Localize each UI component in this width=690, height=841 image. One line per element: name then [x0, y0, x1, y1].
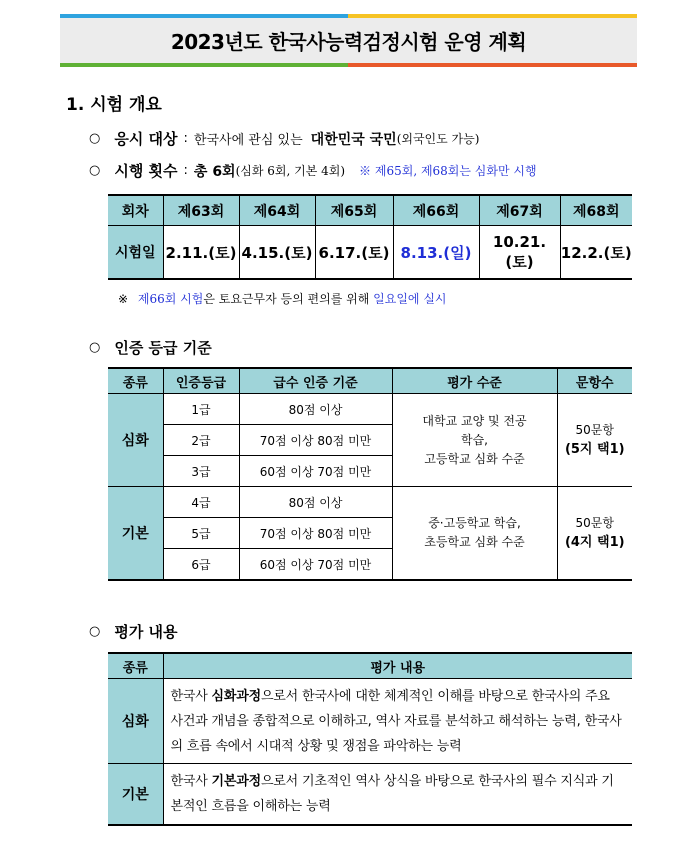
eligibility-label: 응시 대상 — [114, 130, 178, 148]
desc-post: 으로서 한국사에 대한 체계적인 이해를 바탕으로 한국사의 주요 사건과 개념을 종합적으로 이해하고, 역사 자료를 분석하고 해석하는 능력, 한국사의 흐름 속에서 시대적 상황 및 쟁점을 파악하는 능력 — [170, 688, 622, 754]
grade-criteria: 60점 이상 70점 미만 — [239, 456, 392, 487]
table-row — [108, 394, 632, 425]
bullet-eval-content — [89, 621, 178, 642]
grade-criteria: 80점 이상 — [239, 394, 392, 425]
table-row — [108, 764, 632, 826]
desc-pre: 한국사 — [170, 688, 212, 704]
title-bar-green — [60, 63, 349, 67]
session-name: 제66회 — [393, 195, 479, 226]
grade-header: 인증등급 — [163, 368, 239, 394]
frequency-paren: (심화 6회, 기본 4회) — [235, 164, 346, 178]
grade-header-row — [108, 368, 632, 394]
session-name: 제64회 — [239, 195, 315, 226]
bullet-frequency — [89, 160, 537, 181]
bullet-eligibility — [89, 128, 479, 149]
frequency-label: 시행 횟수 — [114, 162, 178, 180]
eligibility-note: (외국인도 가능) — [396, 132, 480, 146]
title-banner — [60, 14, 637, 67]
schedule-table — [108, 194, 632, 280]
content-header: 종류 — [108, 653, 163, 679]
grade-criteria: 60점 이상 70점 미만 — [239, 549, 392, 581]
bullet-circle-icon: ○ — [89, 624, 101, 639]
grade-question-count — [557, 394, 632, 487]
title-bar-orange — [348, 63, 637, 67]
grade-header: 문항수 — [557, 368, 632, 394]
footnote-mark: ※ — [118, 292, 129, 306]
footnote-blue-2: 일요일에 실시 — [373, 292, 447, 306]
session-date: 6.17.(토) — [315, 226, 393, 280]
desc-post: 으로서 기초적인 역사 상식을 바탕으로 한국사의 필수 지식과 기본적인 흐름을 이해하는 능력 — [170, 774, 614, 814]
content-description — [163, 679, 632, 764]
bullet-circle-icon: ○ — [89, 131, 101, 146]
eval-level-line: 대학교 교양 및 전공 — [422, 413, 527, 428]
eligibility-bold: 대한민국 국민 — [310, 131, 397, 148]
session-date-highlight: 8.13.(일) — [393, 226, 479, 280]
frequency-bold: 총 6회 — [193, 163, 236, 180]
desc-bold: 기본과정 — [211, 774, 261, 789]
schedule-row-header: 회차 — [108, 195, 163, 226]
grade-criteria-label: 인증 등급 기준 — [114, 339, 212, 357]
session-name: 제68회 — [560, 195, 632, 226]
grade-level: 1급 — [163, 394, 239, 425]
question-choice: (4지 택1) — [564, 535, 625, 550]
grade-criteria: 70점 이상 80점 미만 — [239, 425, 392, 456]
eval-level-line: 고등학교 심화 수준 — [424, 451, 525, 466]
grade-level: 3급 — [163, 456, 239, 487]
content-kind: 심화 — [108, 679, 163, 764]
table-row — [108, 679, 632, 764]
grade-header: 급수 인증 기준 — [239, 368, 392, 394]
session-date: 4.15.(토) — [239, 226, 315, 280]
question-count: 50문항 — [575, 423, 614, 437]
grade-level: 5급 — [163, 518, 239, 549]
session-name: 제65회 — [315, 195, 393, 226]
grade-header: 종류 — [108, 368, 163, 394]
footnote-plain-1: 은 토요근무자 등의 편의를 위해 — [203, 292, 370, 306]
section-heading: 1. 시험 개요 — [66, 95, 162, 115]
grade-header: 평가 수준 — [392, 368, 557, 394]
table-row — [108, 487, 632, 518]
bullet-circle-icon: ○ — [89, 340, 101, 355]
grade-criteria: 80점 이상 — [239, 487, 392, 518]
content-header: 평가 내용 — [163, 653, 632, 679]
desc-bold: 심화과정 — [211, 688, 261, 704]
eval-level-line: 학습, — [461, 432, 488, 447]
eval-content-label: 평가 내용 — [114, 623, 178, 641]
content-kind: 기본 — [108, 764, 163, 826]
question-count: 50문항 — [575, 516, 614, 530]
grade-criteria: 70점 이상 80점 미만 — [239, 518, 392, 549]
footnote-blue-1: 제66회 시험 — [137, 292, 204, 306]
grade-level: 4급 — [163, 487, 239, 518]
schedule-header-row — [108, 195, 632, 226]
session-date: 12.2.(토) — [560, 226, 632, 280]
content-header-row — [108, 653, 632, 679]
session-name: 제63회 — [163, 195, 239, 226]
desc-pre: 한국사 — [170, 774, 212, 789]
schedule-footnote — [118, 290, 447, 307]
eligibility-text: 한국사에 관심 있는 — [193, 133, 303, 148]
question-choice: (5지 택1) — [564, 442, 625, 457]
eval-level-line: 초등학교 심화 수준 — [424, 535, 525, 549]
grade-level: 2급 — [163, 425, 239, 456]
session-date: 2.11.(토) — [163, 226, 239, 280]
session-date: 10.21.(토) — [479, 226, 560, 280]
bullet-circle-icon: ○ — [89, 163, 101, 178]
content-table — [108, 652, 632, 826]
eval-level-line: 중·고등학교 학습, — [428, 516, 521, 530]
grade-table — [108, 367, 632, 581]
schedule-date-header: 시험일 — [108, 226, 163, 280]
schedule-date-row — [108, 226, 632, 280]
grade-kind: 심화 — [108, 394, 163, 487]
grade-kind: 기본 — [108, 487, 163, 581]
bullet-grade-criteria — [89, 337, 212, 358]
session-name: 제67회 — [479, 195, 560, 226]
grade-level: 6급 — [163, 549, 239, 581]
grade-eval-level — [392, 487, 557, 581]
frequency-sep: : — [183, 163, 188, 178]
eligibility-sep: : — [183, 131, 188, 146]
content-description — [163, 764, 632, 826]
grade-eval-level — [392, 394, 557, 487]
frequency-note: ※ 제65회, 제68회는 심화만 시행 — [359, 164, 537, 178]
page-title: 2023년도 한국사능력검정시험 운영 계획 — [60, 18, 637, 63]
grade-question-count — [557, 487, 632, 581]
